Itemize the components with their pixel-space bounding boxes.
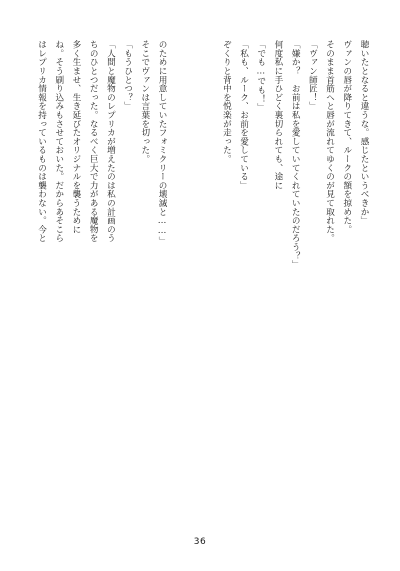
text-line: 多く生ませ、生き延びたオリジナルを襲うために	[70, 40, 81, 234]
text-line: 何度私に手ひどく裏切られても、途に	[272, 40, 283, 190]
text-line: のために用意していたフォミクリーの壊滅と……」	[157, 40, 167, 246]
text-line: ね。そう刷り込みもさせておいた。だからあそこら	[53, 40, 64, 243]
text-line: はレプリカ情報を持っているものは襲わない。今と	[36, 40, 47, 243]
text-line: 「ヴァン師匠！」	[307, 40, 318, 111]
page-number: 36	[193, 537, 207, 547]
text-block-upper	[32, 40, 170, 510]
text-block-lower	[218, 40, 372, 510]
text-line: 聴いたとなると違うな。感じたというべきか」	[359, 40, 369, 225]
text-line: 「人間と魔物のレプリカが増えたのは私の計画のう	[105, 40, 116, 243]
text-line: 「私も、ルーク、お前を愛している」	[238, 40, 249, 190]
text-line: 「でも…でも！」	[255, 40, 266, 112]
text-line: 「もうひとつ？」	[122, 40, 133, 111]
text-line: 「嫌か？ お前は私を愛していてくれていたのだろう？」	[290, 40, 301, 269]
text-line: ちのひとつだった。なるべく巨大で力がある魔物を	[88, 40, 99, 243]
text-line: そこでヴァンは言葉を切った。	[139, 40, 150, 164]
text-line: ヴァンの唇が降りてきて、ルークの額を掠めた。	[341, 40, 352, 234]
text-line: ぞくりと背中を悦楽が走った。	[221, 40, 232, 164]
text-line: そのまま首筋へと唇が流れてゆくのが見て取れた。	[324, 40, 335, 243]
